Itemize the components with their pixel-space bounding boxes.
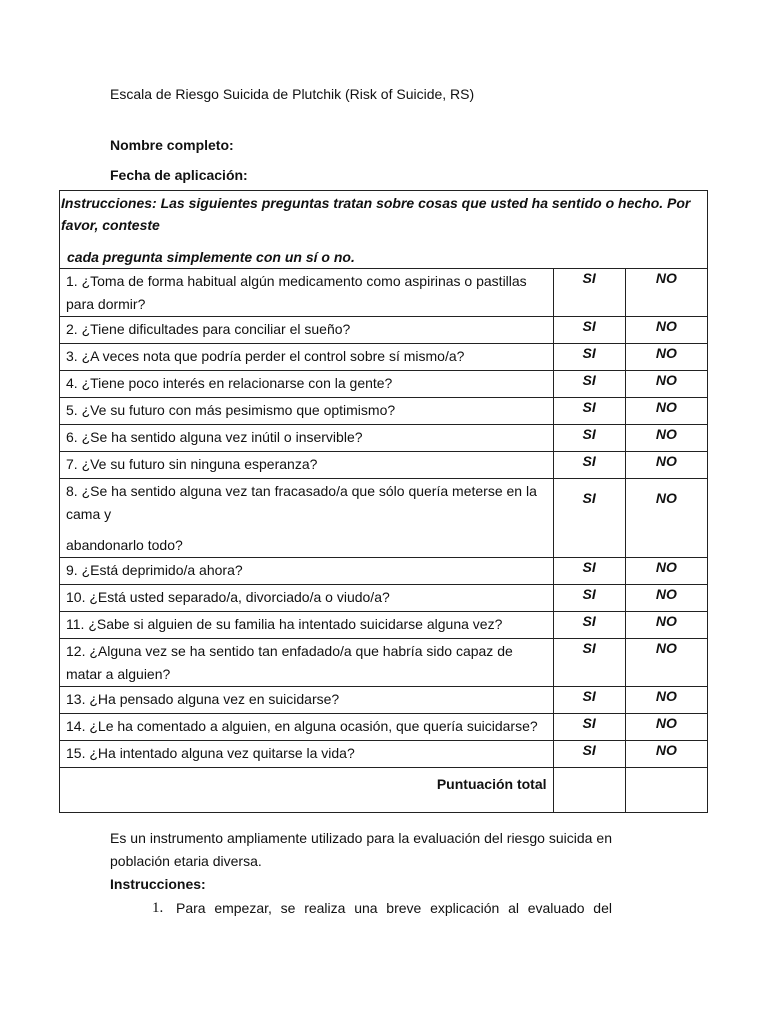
instructions-cell	[60, 191, 708, 269]
question-text: 6. ¿Se ha sentido alguna vez inútil o inservible?	[60, 425, 554, 452]
table-row	[60, 479, 708, 558]
yes-option[interactable]: SI	[553, 585, 625, 612]
question-text: 8. ¿Se ha sentido alguna vez tan fracasado/a que sólo quería meterse en la cama y	[66, 483, 537, 522]
question-text: 2. ¿Tiene dificultades para conciliar el sueño?	[60, 317, 554, 344]
table-row	[60, 371, 708, 398]
question-text: 4. ¿Tiene poco interés en relacionarse con la gente?	[60, 371, 554, 398]
question-cell	[60, 479, 554, 558]
yes-option[interactable]: SI	[553, 612, 625, 639]
step-text: Para empezar, se realiza una breve explicación al evaluado del	[176, 900, 612, 916]
date-field-label: Fecha de aplicación:	[110, 167, 248, 183]
table-row	[60, 398, 708, 425]
no-option[interactable]: NO	[625, 425, 707, 452]
questionnaire-table	[59, 190, 708, 813]
step-number: 1.	[152, 900, 164, 916]
page-title: Escala de Riesgo Suicida de Plutchik (Risk of Suicide, RS)	[110, 86, 475, 102]
question-text: 12. ¿Alguna vez se ha sentido tan enfadado/a que habría sido capaz de matar a alguien?	[60, 639, 554, 687]
table-row	[60, 269, 708, 317]
total-score-cell-extra[interactable]	[625, 768, 707, 813]
no-option[interactable]: NO	[625, 585, 707, 612]
instructions-text: Instrucciones: Las siguientes preguntas tratan sobre cosas que usted ha sentido o hecho. Por favor, conteste	[61, 195, 691, 233]
table-row	[60, 585, 708, 612]
question-text: 1. ¿Toma de forma habitual algún medicamento como aspirinas o pastillas para dormir?	[60, 269, 554, 317]
no-option[interactable]: NO	[625, 371, 707, 398]
no-option[interactable]: NO	[625, 398, 707, 425]
question-text: 10. ¿Está usted separado/a, divorciado/a o viudo/a?	[60, 585, 554, 612]
table-row	[60, 317, 708, 344]
yes-option[interactable]: SI	[553, 371, 625, 398]
yes-option[interactable]: SI	[553, 344, 625, 371]
no-option[interactable]: NO	[625, 317, 707, 344]
yes-option[interactable]: SI	[553, 452, 625, 479]
yes-option[interactable]: SI	[553, 398, 625, 425]
yes-option[interactable]: SI	[553, 714, 625, 741]
total-score-cell[interactable]	[553, 768, 625, 813]
no-option[interactable]: NO	[625, 639, 707, 687]
table-row	[60, 714, 708, 741]
no-option[interactable]: NO	[625, 269, 707, 317]
yes-option[interactable]: SI	[553, 269, 625, 317]
question-text: 15. ¿Ha intentado alguna vez quitarse la vida?	[60, 741, 554, 768]
table-row	[60, 741, 708, 768]
instructions-text-continued: cada pregunta simplemente con un sí o no.	[67, 249, 355, 265]
no-option[interactable]: NO	[625, 741, 707, 768]
yes-option[interactable]: SI	[553, 639, 625, 687]
description-block	[110, 827, 612, 896]
description-text: Es un instrumento ampliamente utilizado para la evaluación del riesgo suicida en población etaria diversa.	[110, 830, 612, 869]
table-row	[60, 558, 708, 585]
question-text: 9. ¿Está deprimido/a ahora?	[60, 558, 554, 585]
no-option[interactable]: NO	[625, 687, 707, 714]
table-row	[60, 425, 708, 452]
no-option[interactable]: NO	[625, 612, 707, 639]
yes-option[interactable]: SI	[553, 741, 625, 768]
instructions-row	[60, 191, 708, 269]
instructions-heading: Instrucciones:	[110, 876, 206, 892]
name-field-label: Nombre completo:	[110, 137, 234, 153]
no-option[interactable]: NO	[625, 714, 707, 741]
table-row	[60, 612, 708, 639]
no-option[interactable]: NO	[625, 452, 707, 479]
table-row	[60, 639, 708, 687]
yes-option[interactable]: SI	[553, 479, 625, 558]
table-row	[60, 452, 708, 479]
instruction-steps-list	[152, 897, 612, 920]
total-score-label: Puntuación total	[60, 768, 554, 813]
question-text-continued: abandonarlo todo?	[66, 537, 183, 553]
no-option[interactable]: NO	[625, 344, 707, 371]
yes-option[interactable]: SI	[553, 687, 625, 714]
yes-option[interactable]: SI	[553, 317, 625, 344]
question-text: 3. ¿A veces nota que podría perder el control sobre sí mismo/a?	[60, 344, 554, 371]
question-text: 5. ¿Ve su futuro con más pesimismo que optimismo?	[60, 398, 554, 425]
question-text: 11. ¿Sabe si alguien de su familia ha intentado suicidarse alguna vez?	[60, 612, 554, 639]
yes-option[interactable]: SI	[553, 558, 625, 585]
total-row	[60, 768, 708, 813]
table-row	[60, 687, 708, 714]
question-text: 14. ¿Le ha comentado a alguien, en alguna ocasión, que quería suicidarse?	[60, 714, 554, 741]
yes-option[interactable]: SI	[553, 425, 625, 452]
question-text: 13. ¿Ha pensado alguna vez en suicidarse?	[60, 687, 554, 714]
table-row	[60, 344, 708, 371]
no-option[interactable]: NO	[625, 558, 707, 585]
question-text: 7. ¿Ve su futuro sin ninguna esperanza?	[60, 452, 554, 479]
no-option[interactable]: NO	[625, 479, 707, 558]
